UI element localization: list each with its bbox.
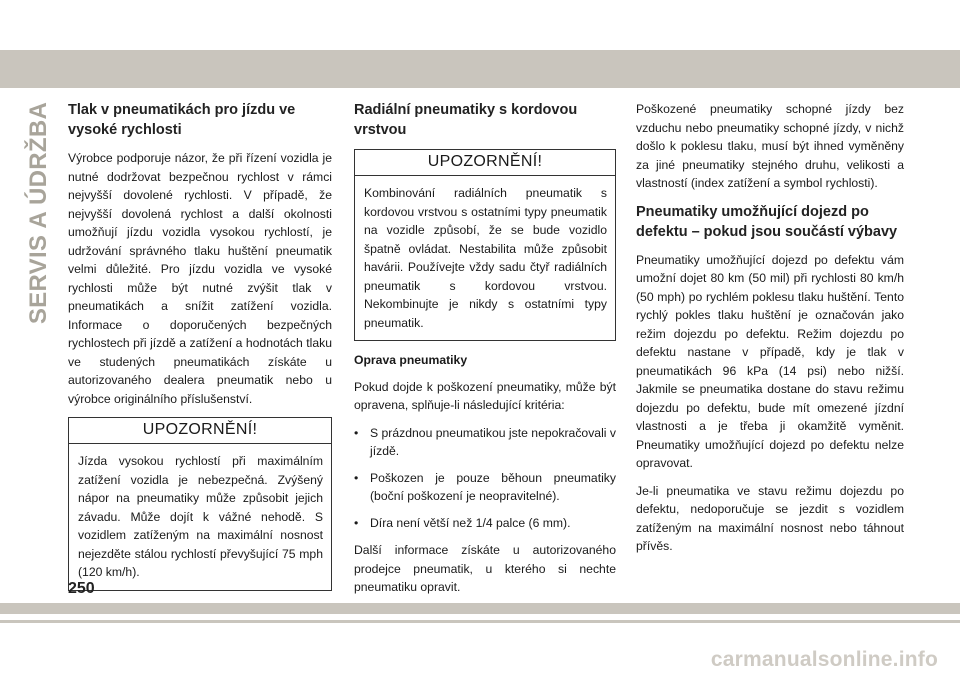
heading-high-speed-pressure: Tlak v pneumatikách pro jízdu ve vysoké rychlosti [68, 102, 296, 138]
warning-title: UPOZORNĚNÍ! [69, 418, 331, 444]
paragraph-damaged-tires: Poškozené pneumatiky schopné jízdy bez vzduchu nebo pneumatiky schopné jízdy, v nichž došlo k poklesu tlaku, musí být ihned vyměněny za jiné pneumatiky stejného druhu, velikosti a vlastností (index zatížení a symbol rychlosti). [636, 102, 904, 190]
heading-radial-tires: Radiální pneumatiky s kordovou vrstvou [354, 102, 578, 138]
warning-box-radial [354, 149, 616, 341]
footer-rule [0, 620, 960, 623]
paragraph-high-speed: Výrobce podporuje názor, že při řízení vozidla je nutné dodržovat bezpečnou rychlost v rámci nejvyšší dovolené rychlosti. V případě, že nejvyšší dovolená rychlost a další okolnosti umožňují jízdu vozidla vysokou rychlostí, je udržování správného tlaku huštění pneumatik velmi důležité. Pro jízdu vozidla ve vysoké rychlosti může být nutné zvýšit tlak v pneumatikách a snížit zatížení vozidla. Informace o doporučených bezpečných rychlostech při jízdě a zatížení a hodnotách tlaku ve studených pneumatikách získáte u autorizovaného dealera pneumatik nebo u výrobce originálního příslušenství. [68, 151, 332, 406]
paragraph-repair-intro: Pokud dojde k poškození pneumatiky, může být opravena, splňuje-li následující kritéria: [354, 379, 616, 412]
list-item: • Díra není větší než 1/4 palce (6 mm). [354, 514, 616, 533]
paragraph-run-flat: Pneumatiky umožňující dojezd po defektu vám umožní dojet 80 km (50 mil) při rychlosti 80 km/h (50 mph) po rychlém poklesu tlaku huštění. Tento rychlý pokles tlaku huštění je označován jako režim dojezdu po defektu. Režim dojezdu po defektu nastane v případě, kdy je tlak v pneumatikách 96 kPa (14 psi) nebo nižší. Jakmile se pneumatika dostane do stavu režimu dojezdu po defektu, bude mít omezené jízdní vlastnosti a je třeba ji okamžitě vyměnit. Pneumatiky umožňující dojezd po defektu nelze opravovat. [636, 252, 904, 470]
list-item: • Poškozen je pouze běhoun pneumatiky (boční poškození je neopravitelné). [354, 470, 616, 503]
header-band [0, 50, 960, 88]
subheading-tire-repair: Oprava pneumatiky [354, 353, 468, 367]
column-2 [354, 100, 616, 606]
warning-title: UPOZORNĚNÍ! [355, 150, 615, 176]
warning-box-high-speed [68, 417, 332, 591]
section-side-title [24, 101, 54, 325]
bullet-icon: • [354, 515, 359, 530]
paragraph-run-flat-load: Je-li pneumatika ve stavu režimu dojezdu po defektu, nedoporučuje se jezdit s vozidlem zatíženým na maximální nosnost nebo táhnout přívěs. [636, 483, 904, 553]
page-number: 250 [68, 580, 95, 597]
warning-body: Jízda vysokou rychlostí při maximálním zatížení vozidla je nebezpečná. Zvýšený nápor na pneumatiky může způsobit jejich závadu. Může dojít k vážné nehodě. S vozidlem zatíženým na maximální nosnost nejezděte stálou rychlostí převyšující 75 mph (120 km/h). [78, 454, 323, 579]
heading-run-flat: Pneumatiky umožňující dojezd po defektu – pokud jsou součástí výbavy [636, 203, 898, 240]
bullet-icon: • [354, 470, 359, 485]
repair-criteria-list [354, 424, 616, 533]
column-3 [636, 100, 904, 565]
paragraph-repair-outro: Další informace získáte u autorizovaného prodejce pneumatik, u kterého si nechte pneumatiku opravit. [354, 543, 616, 594]
list-item: • S prázdnou pneumatikou jste nepokračovali v jízdě. [354, 425, 616, 458]
watermark: carmanualsonline.info [710, 648, 938, 671]
bullet-icon: • [354, 425, 359, 440]
column-1 [68, 100, 332, 601]
warning-body: Kombinování radiálních pneumatik s kordovou vrstvou s ostatními typy pneumatik na vozidle způsobí, že se bude vozidlo špatně ovládat. Nestabilita může způsobit havárii. Používejte vždy sadu čtyř radiálních pneumatik s kordovou vrstvou. Nekombinujte je nikdy s ostatními typy pneumatik. [364, 186, 607, 330]
section-side-title-text: SERVIS A ÚDRŽBA [25, 101, 52, 325]
